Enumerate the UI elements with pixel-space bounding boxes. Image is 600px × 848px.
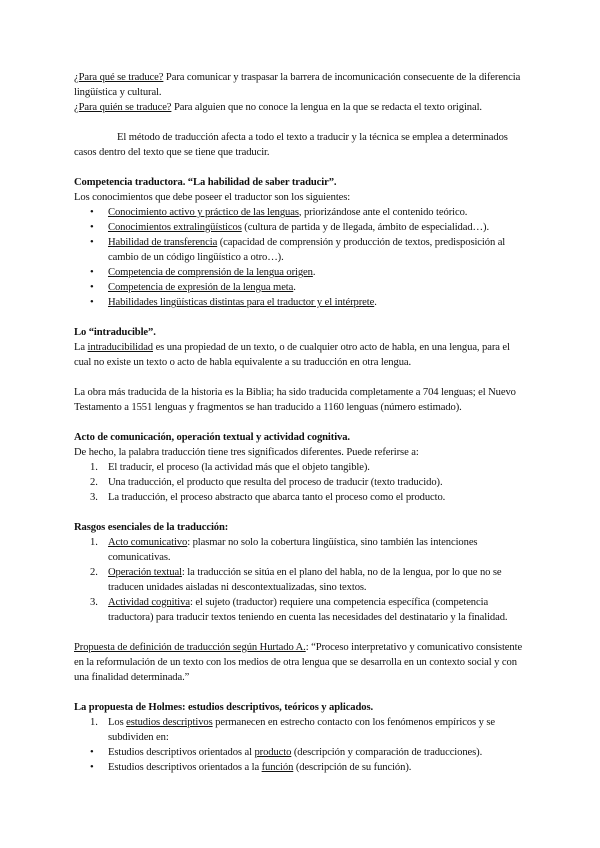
competencia-heading: Competencia traductora. “La habilidad de saber traducir”.	[74, 177, 337, 188]
item-term: Conocimientos extralingüísticos	[108, 222, 242, 233]
question-whom-label: ¿Para quién se traduce?	[74, 102, 172, 113]
question-whom-answer: Para alguien que no conoce la lengua en la que se redacta el texto original.	[171, 102, 482, 113]
item-text: (capacidad de comprensión y producción de textos, predisposición al cambio de un código lingüístico a otro…).	[108, 237, 506, 263]
acto-heading: Acto de comunicación, operación textual y actividad cognitiva.	[74, 432, 350, 443]
item-number: 3.	[90, 492, 98, 503]
term: producto	[254, 747, 292, 758]
method-paragraph: El método de traducción afecta a todo el texto a traducir y la técnica se emplea a determinados casos dentro del texto que se tiene que traducir.	[74, 132, 508, 158]
list-item	[74, 745, 526, 760]
text-run: Los	[108, 717, 127, 728]
item-text: : la traducción se sitúa en el plano del habla, no de la lengua, por lo que no se traducen unidades aisladas ni descontextualizadas, sino textos.	[108, 567, 502, 593]
list-item	[74, 535, 526, 565]
item-number: 3.	[90, 597, 98, 608]
biblia-paragraph: La obra más traducida de la historia es la Biblia; ha sido traducida completamente a 704 lenguas; el Nuevo Testamento a 1551 lenguas y fragmentos se han traducido a 1160 lenguas (número estimado).	[74, 387, 516, 413]
text-run: (descripción de su función).	[293, 762, 412, 773]
list-item	[74, 205, 526, 220]
item-term: Competencia de expresión de la lengua meta	[108, 282, 294, 293]
term: Propuesta de definición de traducción según Hurtado A.	[74, 642, 306, 653]
list-item	[74, 760, 526, 775]
text-run: Estudios descriptivos orientados a la	[108, 762, 262, 773]
question-why-label: ¿Para qué se traduce?	[74, 72, 164, 83]
list-item	[74, 715, 526, 745]
intraducible-heading: Lo “intraducible”.	[74, 327, 156, 338]
item-term: Habilidades lingüísticas distintas para el traductor y el intérprete	[108, 297, 375, 308]
item-number: 1.	[90, 537, 98, 548]
item-text: : plasmar no solo la cobertura lingüística, sino también las intenciones comunicativas.	[108, 537, 478, 563]
competencia-list	[74, 205, 526, 310]
list-item	[74, 565, 526, 595]
list-item	[74, 475, 526, 490]
question-why-answer: Para comunicar y traspasar la barrera de incomunicación consecuente de la diferencia lingüística y cultural.	[74, 72, 521, 98]
item-text: , priorizándose ante el contenido teórico.	[298, 207, 468, 218]
term: intraducibilidad	[87, 342, 154, 353]
competencia-intro: Los conocimientos que debe poseer el traductor son los siguientes:	[74, 192, 351, 203]
list-item	[74, 595, 526, 625]
item-number: 1.	[90, 462, 98, 473]
item-number: 2.	[90, 567, 98, 578]
text-run: permanecen en estrecho contacto con los fenómenos empíricos y se subdividen en:	[108, 717, 495, 743]
question-why	[74, 70, 526, 100]
item-term: Conocimiento activo y práctico de las lenguas	[108, 207, 299, 218]
list-item	[74, 295, 526, 310]
rasgos-list	[74, 535, 526, 625]
item-text: (cultura de partida y de llegada, ámbito de especialidad…).	[241, 222, 489, 233]
item-text: .	[293, 282, 296, 293]
item-term: Habilidad de transferencia	[108, 237, 218, 248]
item-term: Operación textual	[108, 567, 182, 578]
item-number: 1.	[90, 717, 98, 728]
holmes-list	[74, 715, 526, 745]
hurtado-definition	[74, 640, 526, 685]
item-text: El traducir, el proceso (la actividad más que el objeto tangible).	[108, 462, 370, 473]
list-item	[74, 220, 526, 235]
list-item	[74, 490, 526, 505]
acto-list	[74, 460, 526, 505]
intraducible-paragraph	[74, 340, 526, 370]
list-item	[74, 235, 526, 265]
item-text: : el sujeto (traductor) requiere una competencia específica (competencia traductora) para traducir textos teniendo en cuenta las necesidades del destinatario y la finalidad.	[108, 597, 508, 623]
text-run: : “Proceso interpretativo y comunicativo consistente en la reformulación de un texto con los medios de otra lengua que se desarrolla en un contexto social y con una finalidad determinada.”	[74, 642, 523, 683]
list-item	[74, 460, 526, 475]
item-text: .	[312, 267, 316, 278]
term: estudios descriptivos	[126, 717, 213, 728]
acto-intro: De hecho, la palabra traducción tiene tres significados diferentes. Puede referirse a:	[74, 447, 419, 458]
item-text: .	[374, 297, 377, 308]
item-text: Una traducción, el producto que resulta del proceso de traducir (texto traducido).	[108, 477, 443, 488]
holmes-heading: La propuesta de Holmes: estudios descriptivos, teóricos y aplicados.	[74, 702, 374, 713]
question-whom	[74, 100, 526, 115]
list-item	[74, 280, 526, 295]
item-number: 2.	[90, 477, 98, 488]
holmes-sublist	[74, 745, 526, 775]
text-run: La	[74, 342, 88, 353]
item-term: Actividad cognitiva	[108, 597, 190, 608]
list-item	[74, 265, 526, 280]
item-term: Acto comunicativo	[108, 537, 188, 548]
item-text: La traducción, el proceso abstracto que abarca tanto el proceso como el producto.	[108, 492, 446, 503]
term: función	[261, 762, 294, 773]
text-run: es una propiedad de un texto, o de cualquier otro acto de habla, en una lengua, para el cual no existe un texto o acto de habla equivalente a su traducción en otra lengua.	[74, 342, 510, 368]
text-run: (descripción y comparación de traducciones).	[291, 747, 483, 758]
item-term: Competencia de comprensión de la lengua origen	[108, 267, 313, 278]
rasgos-heading: Rasgos esenciales de la traducción:	[74, 522, 229, 533]
text-run: Estudios descriptivos orientados al	[108, 747, 255, 758]
